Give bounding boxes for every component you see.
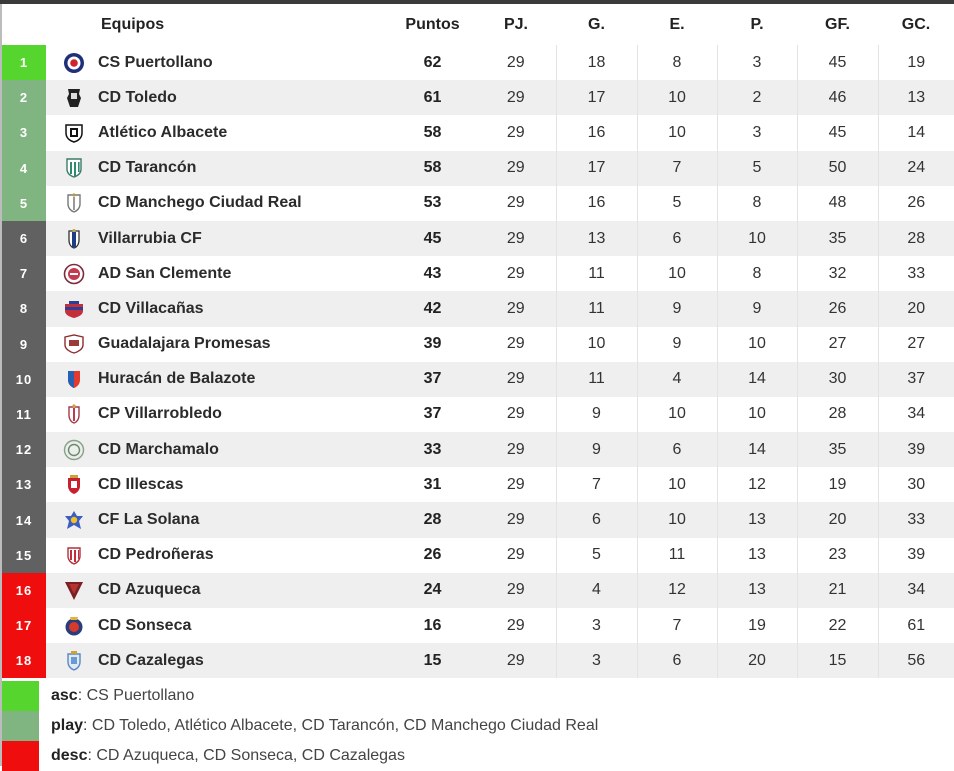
table-row-villarrubia-cf[interactable] <box>2 221 954 256</box>
position-cell: 9 <box>2 327 46 362</box>
team-name[interactable]: CD Tarancón <box>98 159 197 177</box>
team-cell[interactable] <box>46 432 389 467</box>
goals-for-value: 30 <box>797 362 878 397</box>
lost-value: 8 <box>717 186 797 221</box>
played-value: 29 <box>506 194 525 212</box>
illescas-crest-icon <box>63 474 85 496</box>
played-value: 29 <box>476 502 556 537</box>
team-name[interactable]: CP Villarrobledo <box>98 405 222 423</box>
goals-for-value: 50 <box>797 151 878 186</box>
played-column-header[interactable]: PJ. <box>503 15 528 33</box>
played-value: 29 <box>476 80 556 115</box>
team-name[interactable]: CD Illescas <box>98 476 184 494</box>
goals-for-value: 45 <box>797 45 878 80</box>
points-value: 28 <box>389 502 476 537</box>
goals-against-value: 30 <box>878 467 954 502</box>
lost-value: 9 <box>717 291 797 326</box>
goals-for-value: 45 <box>797 115 878 150</box>
position-cell: 17 <box>2 608 46 643</box>
table-row-cs-puertollano[interactable] <box>2 45 954 80</box>
team-name[interactable]: Huracán de Balazote <box>98 370 256 388</box>
won-value: 11 <box>556 256 637 291</box>
lost-column-header[interactable]: P. <box>750 15 764 33</box>
drawn-value: 4 <box>637 362 717 397</box>
goals-for-value: 28 <box>797 397 878 432</box>
team-name[interactable]: Villarrubia CF <box>98 229 202 247</box>
points-value: 62 <box>423 53 442 71</box>
position-cell: 1 <box>2 45 46 80</box>
drawn-value: 8 <box>637 45 717 80</box>
goals-against-value: 33 <box>878 502 954 537</box>
points-value: 45 <box>389 221 476 256</box>
team-cell[interactable] <box>46 502 389 537</box>
legend-swatch-desc <box>2 741 39 771</box>
table-row-cd-tarancon[interactable] <box>2 151 954 186</box>
drawn-value: 6 <box>637 643 717 678</box>
cazalegas-crest-icon <box>63 650 85 672</box>
table-row-cd-cazalegas[interactable] <box>2 643 954 678</box>
won-value: 10 <box>556 327 637 362</box>
toledo-crest-icon <box>63 87 85 109</box>
played-value: 29 <box>476 643 556 678</box>
legend-swatch-asc <box>2 681 39 711</box>
goals-for-value: 32 <box>797 256 878 291</box>
lost-value: 14 <box>717 362 797 397</box>
goals-against-value: 26 <box>878 186 954 221</box>
team-cell[interactable] <box>46 115 389 150</box>
drawn-value: 11 <box>637 538 717 573</box>
table-row-atletico-albacete[interactable] <box>2 115 954 150</box>
legend-teams: CS Puertollano <box>86 687 195 704</box>
standings-table <box>2 4 954 678</box>
legend-teams: CD Azuqueca, CD Sonseca, CD Cazalegas <box>96 747 405 764</box>
guadalajara-crest-icon <box>63 333 85 355</box>
team-cell[interactable] <box>46 538 389 573</box>
goals-for-value: 35 <box>797 432 878 467</box>
lost-value: 5 <box>717 151 797 186</box>
legend-swatch-play <box>2 711 39 741</box>
lost-value: 19 <box>717 608 797 643</box>
position-cell: 14 <box>2 502 46 537</box>
table-row-cd-sonseca[interactable] <box>2 608 954 643</box>
albacete-crest-icon <box>63 122 85 144</box>
team-cell[interactable] <box>46 608 389 643</box>
legend-row-desc <box>2 741 954 771</box>
won-value: 7 <box>556 467 637 502</box>
tarancon-crest-icon <box>63 157 85 179</box>
won-value: 9 <box>556 432 637 467</box>
drawn-value: 10 <box>637 397 717 432</box>
position-cell: 2 <box>2 80 46 115</box>
position-cell: 10 <box>2 362 46 397</box>
legend-separator: : <box>77 687 87 704</box>
lost-value: 20 <box>717 643 797 678</box>
goals-for-column-header[interactable]: GF. <box>825 15 850 33</box>
goals-against-value: 39 <box>878 432 954 467</box>
points-value: 24 <box>389 573 476 608</box>
points-value: 33 <box>389 432 476 467</box>
won-value: 5 <box>556 538 637 573</box>
won-value: 3 <box>556 608 637 643</box>
team-cell[interactable] <box>46 221 389 256</box>
drawn-value: 12 <box>637 573 717 608</box>
team-cell[interactable] <box>46 362 389 397</box>
drawn-value: 10 <box>637 256 717 291</box>
position-cell: 15 <box>2 538 46 573</box>
legend-separator: : <box>87 747 97 764</box>
goals-against-value: 27 <box>878 327 954 362</box>
points-value: 53 <box>423 194 442 212</box>
played-value: 29 <box>506 405 525 423</box>
marchamalo-crest-icon <box>63 439 85 461</box>
played-value: 29 <box>506 546 525 564</box>
points-value: 39 <box>423 335 442 353</box>
goals-against-value: 24 <box>878 151 954 186</box>
zone-legend <box>2 681 954 771</box>
lost-value: 3 <box>717 115 797 150</box>
legend-teams: CD Toledo, Atlético Albacete, CD Tarancón, CD Manchego Ciudad Real <box>91 717 599 734</box>
lost-value: 12 <box>717 467 797 502</box>
goals-against-value: 56 <box>878 643 954 678</box>
team-name[interactable]: Guadalajara Promesas <box>98 335 271 353</box>
la-solana-crest-icon <box>63 509 85 531</box>
legend-text <box>39 717 598 735</box>
team-name[interactable]: CD Toledo <box>98 89 177 107</box>
team-name[interactable]: AD San Clemente <box>98 264 232 282</box>
pedroneras-crest-icon <box>63 544 85 566</box>
drawn-value: 5 <box>637 186 717 221</box>
goals-against-column-header[interactable]: GC. <box>901 15 931 33</box>
team-cell[interactable] <box>46 327 389 362</box>
goals-for-value: 26 <box>797 291 878 326</box>
table-row-cd-villacanas[interactable] <box>2 291 954 326</box>
drawn-value: 10 <box>637 80 717 115</box>
goals-against-value: 20 <box>878 291 954 326</box>
position-cell: 18 <box>2 643 46 678</box>
position-cell: 12 <box>2 432 46 467</box>
points-value: 31 <box>423 475 442 493</box>
drawn-value: 7 <box>637 608 717 643</box>
team-cell[interactable] <box>46 80 389 115</box>
points-value: 42 <box>389 291 476 326</box>
goals-against-value: 28 <box>878 221 954 256</box>
table-row-cd-marchamalo[interactable] <box>2 432 954 467</box>
won-value: 16 <box>556 115 637 150</box>
team-name[interactable]: CD Villacañas <box>98 300 204 318</box>
team-name[interactable]: CD Marchamalo <box>98 440 219 458</box>
won-value: 6 <box>556 502 637 537</box>
won-value: 9 <box>556 397 637 432</box>
puertollano-crest-icon <box>63 52 85 74</box>
position-cell: 13 <box>2 467 46 502</box>
played-value: 29 <box>476 291 556 326</box>
position-cell: 3 <box>2 115 46 150</box>
played-value: 29 <box>506 616 525 634</box>
lost-value: 8 <box>717 256 797 291</box>
points-value: 15 <box>389 643 476 678</box>
drawn-value: 7 <box>637 151 717 186</box>
table-header-row <box>2 4 954 45</box>
team-name[interactable]: Atlético Albacete <box>98 124 228 142</box>
goals-against-value: 34 <box>878 573 954 608</box>
points-value: 26 <box>423 546 442 564</box>
team-column-header[interactable]: Equipos <box>101 15 165 33</box>
won-column-header[interactable]: G. <box>588 15 605 33</box>
played-value: 29 <box>476 151 556 186</box>
won-value: 18 <box>556 45 637 80</box>
balazote-crest-icon <box>63 368 85 390</box>
goals-for-value: 20 <box>797 502 878 537</box>
legend-key: play <box>51 717 84 734</box>
goals-against-value: 14 <box>878 115 954 150</box>
team-cell[interactable] <box>46 573 389 608</box>
team-cell[interactable] <box>46 151 389 186</box>
san-clemente-crest-icon <box>63 263 85 285</box>
team-cell[interactable] <box>46 643 389 678</box>
team-cell[interactable] <box>46 397 389 432</box>
table-row-cd-illescas[interactable] <box>2 467 954 502</box>
goals-for-value: 19 <box>797 467 878 502</box>
lost-value: 13 <box>717 538 797 573</box>
goals-for-value: 22 <box>797 608 878 643</box>
team-cell[interactable] <box>46 45 389 80</box>
won-value: 13 <box>556 221 637 256</box>
team-name[interactable]: CD Pedroñeras <box>98 546 214 564</box>
team-name[interactable]: CD Manchego Ciudad Real <box>98 194 302 212</box>
won-value: 17 <box>556 151 637 186</box>
table-row-huracan-de-balazote[interactable] <box>2 362 954 397</box>
team-name[interactable]: CS Puertollano <box>98 53 213 71</box>
played-value: 29 <box>476 573 556 608</box>
points-value: 61 <box>389 80 476 115</box>
team-name[interactable]: CD Cazalegas <box>98 652 204 670</box>
azuqueca-crest-icon <box>63 579 85 601</box>
won-value: 16 <box>556 186 637 221</box>
goals-against-value: 34 <box>878 397 954 432</box>
played-value: 29 <box>506 475 525 493</box>
goals-for-value: 48 <box>797 186 878 221</box>
played-value: 29 <box>506 264 525 282</box>
points-value: 37 <box>423 405 442 423</box>
points-value: 16 <box>423 616 442 634</box>
played-value: 29 <box>476 221 556 256</box>
drawn-value: 6 <box>637 432 717 467</box>
legend-key: asc <box>51 687 78 704</box>
table-row-cp-villarrobledo[interactable] <box>2 397 954 432</box>
points-column-header[interactable]: Puntos <box>405 15 460 33</box>
legend-row-asc <box>2 681 954 711</box>
team-cell[interactable] <box>46 467 389 502</box>
played-value: 29 <box>506 123 525 141</box>
team-name[interactable]: CD Azuqueca <box>98 581 201 599</box>
goals-for-value: 27 <box>797 327 878 362</box>
points-value: 58 <box>389 151 476 186</box>
lost-value: 10 <box>717 221 797 256</box>
team-name[interactable]: CF La Solana <box>98 511 200 529</box>
team-cell[interactable] <box>46 256 389 291</box>
legend-row-play <box>2 711 954 741</box>
position-cell: 6 <box>2 221 46 256</box>
played-value: 29 <box>476 432 556 467</box>
table-row-cd-toledo[interactable] <box>2 80 954 115</box>
lost-value: 10 <box>717 397 797 432</box>
won-value: 4 <box>556 573 637 608</box>
drawn-value: 10 <box>637 467 717 502</box>
goals-against-value: 33 <box>878 256 954 291</box>
won-value: 11 <box>556 362 637 397</box>
goals-for-value: 35 <box>797 221 878 256</box>
goals-against-value: 37 <box>878 362 954 397</box>
team-cell[interactable] <box>46 291 389 326</box>
position-header <box>2 4 46 45</box>
position-cell: 16 <box>2 573 46 608</box>
drawn-column-header[interactable]: E. <box>669 15 685 33</box>
position-cell: 4 <box>2 151 46 186</box>
table-row-ad-san-clemente[interactable] <box>2 256 954 291</box>
points-value: 37 <box>389 362 476 397</box>
position-cell: 7 <box>2 256 46 291</box>
goals-against-value: 61 <box>878 608 954 643</box>
manchego-crest-icon <box>63 192 85 214</box>
lost-value: 14 <box>717 432 797 467</box>
legend-key: desc <box>51 747 88 764</box>
goals-for-value: 21 <box>797 573 878 608</box>
played-value: 29 <box>506 53 525 71</box>
won-value: 3 <box>556 643 637 678</box>
position-cell: 8 <box>2 291 46 326</box>
won-value: 11 <box>556 291 637 326</box>
won-value: 17 <box>556 80 637 115</box>
goals-against-value: 19 <box>878 45 954 80</box>
lost-value: 2 <box>717 80 797 115</box>
position-cell: 11 <box>2 397 46 432</box>
goals-against-value: 39 <box>878 538 954 573</box>
played-value: 29 <box>476 362 556 397</box>
lost-value: 10 <box>717 327 797 362</box>
villacanas-crest-icon <box>63 298 85 320</box>
table-row-guadalajara-promesas[interactable] <box>2 327 954 362</box>
legend-text <box>39 687 194 705</box>
lost-value: 3 <box>717 45 797 80</box>
villarrubia-crest-icon <box>63 228 85 250</box>
sonseca-crest-icon <box>63 615 85 637</box>
lost-value: 13 <box>717 573 797 608</box>
table-row-cd-pedroneras[interactable] <box>2 538 954 573</box>
legend-separator: : <box>83 717 92 734</box>
table-row-cd-azuqueca[interactable] <box>2 573 954 608</box>
position-cell: 5 <box>2 186 46 221</box>
goals-against-value: 13 <box>878 80 954 115</box>
points-value: 43 <box>423 264 442 282</box>
drawn-value: 9 <box>637 327 717 362</box>
goals-for-value: 23 <box>797 538 878 573</box>
team-name[interactable]: CD Sonseca <box>98 616 192 634</box>
table-row-cd-manchego-ciudad-real[interactable] <box>2 186 954 221</box>
played-value: 29 <box>506 335 525 353</box>
table-row-cf-la-solana[interactable] <box>2 502 954 537</box>
villarrobledo-crest-icon <box>63 403 85 425</box>
lost-value: 13 <box>717 502 797 537</box>
drawn-value: 9 <box>637 291 717 326</box>
legend-text <box>39 747 405 765</box>
drawn-value: 10 <box>637 115 717 150</box>
goals-for-value: 46 <box>797 80 878 115</box>
points-value: 58 <box>423 123 442 141</box>
drawn-value: 10 <box>637 502 717 537</box>
goals-for-value: 15 <box>797 643 878 678</box>
team-cell[interactable] <box>46 186 389 221</box>
drawn-value: 6 <box>637 221 717 256</box>
